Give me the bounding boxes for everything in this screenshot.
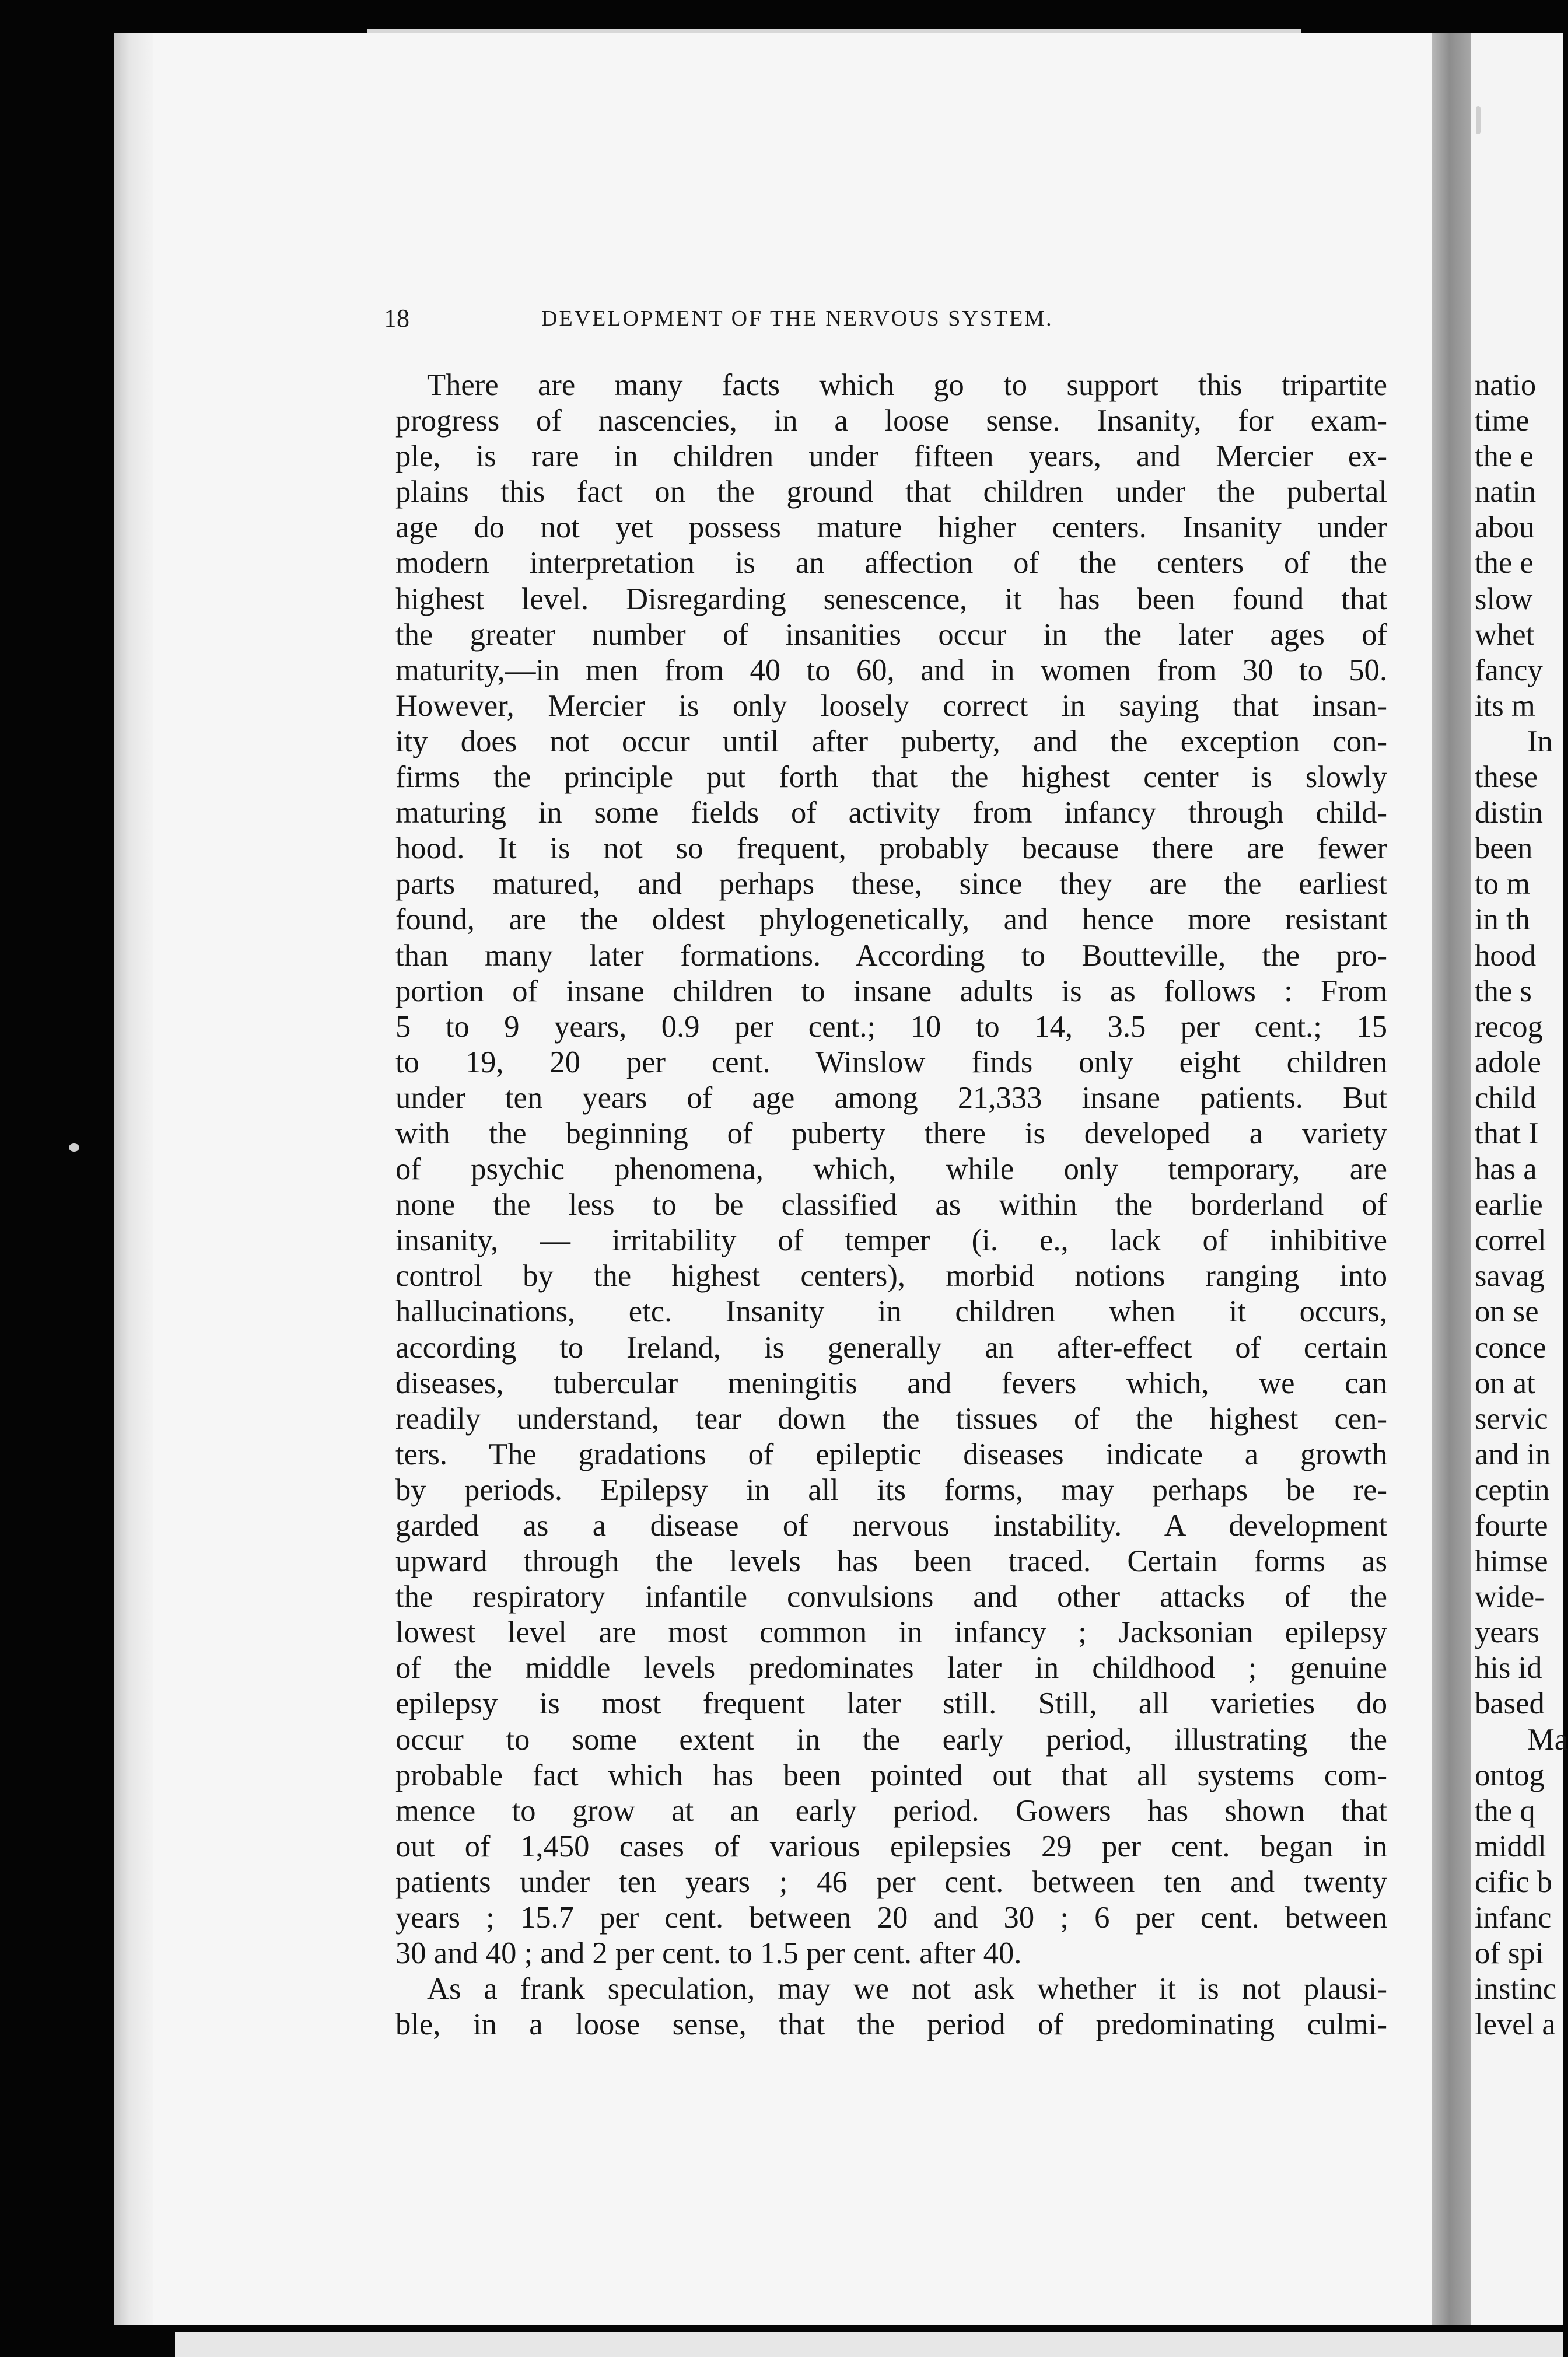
fragment-line: distin — [1475, 796, 1543, 830]
fragment-line: instinc — [1475, 1972, 1557, 2006]
text-line: with the beginning of puberty there is developed a variety — [396, 1116, 1387, 1150]
text-line: maturity,—in men from 40 to 60, and in women from 30 to 50. — [396, 653, 1387, 687]
paper-speck — [69, 1143, 79, 1152]
text-line: the respiratory infantile convulsions and other attacks of the — [396, 1580, 1387, 1614]
text-line: modern interpretation is an affection of the centers of the — [396, 546, 1387, 580]
fragment-line: earlie — [1475, 1188, 1543, 1222]
fragment-line: conce — [1475, 1330, 1546, 1365]
text-line: the greater number of insanities occur in the later ages of — [396, 617, 1387, 652]
fragment-line: whet — [1475, 617, 1535, 652]
text-line: out of 1,450 cases of various epilepsies 29 per cent. began in — [396, 1829, 1387, 1863]
text-line: upward through the levels has been traced. Certain forms as — [396, 1544, 1387, 1579]
text-line: highest level. Disregarding senescence, it has been found that — [396, 582, 1387, 616]
fragment-line: on at — [1475, 1366, 1535, 1400]
fragment-line: the s — [1475, 974, 1532, 1008]
fragment-line: level a — [1475, 2008, 1556, 2042]
text-line: of psychic phenomena, which, while only temporary, are — [396, 1152, 1387, 1187]
fragment-line: these — [1475, 760, 1538, 795]
fragment-line: the e — [1475, 546, 1534, 580]
fragment-line: servic — [1475, 1401, 1548, 1436]
fragment-line: time — [1475, 404, 1530, 438]
fragment-line: the e — [1475, 439, 1534, 474]
left-page-margin-shadow — [114, 33, 153, 2325]
text-line: ity does not occur until after puberty, and the exception con- — [396, 724, 1387, 758]
text-line: patients under ten years ; 46 per cent. between ten and twenty — [396, 1865, 1387, 1899]
fragment-line: on se — [1475, 1295, 1539, 1329]
text-line: lowest level are most common in infancy ; Jacksonian epilepsy — [396, 1615, 1387, 1650]
text-line: of the middle levels predominates later in childhood ; genuine — [396, 1651, 1387, 1685]
text-line: portion of insane children to insane adults is as follows : From — [396, 974, 1387, 1008]
fragment-line: has a — [1475, 1152, 1537, 1187]
fragment-line: to m — [1475, 867, 1530, 901]
fragment-line: his id — [1475, 1651, 1542, 1685]
fragment-line: himse — [1475, 1544, 1548, 1579]
fragment-line: savag — [1475, 1259, 1545, 1293]
fragment-line: natin — [1475, 475, 1536, 509]
text-line: mence to grow at an early period. Gowers has shown that — [396, 1793, 1387, 1828]
text-line: age do not yet possess mature higher centers. Insanity under — [396, 510, 1387, 545]
text-line: to 19, 20 per cent. Winslow finds only eight children — [396, 1045, 1387, 1079]
text-line: firms the principle put forth that the highest center is slowly — [396, 760, 1387, 795]
fragment-line: middl — [1475, 1829, 1546, 1863]
fragment-line: correl — [1475, 1223, 1546, 1258]
text-line: parts matured, and perhaps these, since they are the earliest — [396, 867, 1387, 901]
text-line: by periods. Epilepsy in all its forms, may perhaps be re- — [396, 1473, 1387, 1507]
text-line: insanity, — irritability of temper (i. e., lack of inhibitive — [396, 1223, 1387, 1258]
text-line: maturing in some fields of activity from infancy through child- — [396, 796, 1387, 830]
text-line: under ten years of age among 21,333 insane patients. But — [396, 1080, 1387, 1115]
text-line: garded as a disease of nervous instability. A development — [396, 1509, 1387, 1543]
fragment-line: fancy — [1475, 653, 1543, 687]
fragment-line: wide- — [1475, 1580, 1545, 1614]
fragment-line: been — [1475, 831, 1533, 866]
fragment-line: its m — [1475, 688, 1535, 723]
fragment-line: slow — [1475, 582, 1533, 616]
text-line: However, Mercier is only loosely correct in saying that insan- — [396, 688, 1387, 723]
fragment-line: based — [1475, 1687, 1545, 1721]
text-line: years ; 15.7 per cent. between 20 and 30 ; 6 per cent. between — [396, 1901, 1387, 1935]
text-line: occur to some extent in the early period, illustrating the — [396, 1722, 1387, 1757]
fragment-line: cific b — [1475, 1865, 1552, 1899]
fragment-line: abou — [1475, 510, 1535, 545]
text-line: none the less to be classified as within the borderland of — [396, 1188, 1387, 1222]
text-line: probable fact which has been pointed out that all systems com- — [396, 1758, 1387, 1792]
page-number: 18 — [384, 304, 410, 333]
right-page-text-fragment — [1475, 368, 1568, 2043]
text-line: 5 to 9 years, 0.9 per cent.; 10 to 14, 3.5 per cent.; 15 — [396, 1009, 1387, 1044]
paper-speck — [1476, 106, 1480, 134]
text-line: progress of nascencies, in a loose sense. Insanity, for exam- — [396, 404, 1387, 438]
fragment-line: and in — [1475, 1437, 1550, 1471]
text-line: There are many facts which go to support this tripartite — [427, 368, 1387, 402]
fragment-line: natio — [1475, 368, 1536, 402]
fragment-line: Ma — [1527, 1722, 1568, 1757]
text-line: found, are the oldest phylogenetically, and hence more resistant — [396, 903, 1387, 937]
text-line: ble, in a loose sense, that the period of predominating culmi- — [396, 2008, 1387, 2042]
fragment-line: child — [1475, 1080, 1536, 1115]
text-line: than many later formations. According to Boutteville, the pro- — [396, 938, 1387, 973]
text-line: epilepsy is most frequent later still. Still, all varieties do — [396, 1687, 1387, 1721]
text-line: As a frank speculation, may we not ask whether it is not plausi- — [427, 1972, 1387, 2006]
fragment-line: that I — [1475, 1116, 1539, 1150]
text-line: ters. The gradations of epileptic diseases indicate a growth — [396, 1437, 1387, 1471]
fragment-line: ontog — [1475, 1758, 1545, 1792]
text-line: ple, is rare in children under fifteen years, and Mercier ex- — [396, 439, 1387, 474]
fragment-line: recog — [1475, 1009, 1543, 1044]
running-head — [384, 303, 1387, 344]
bottom-page-edge — [175, 2332, 1563, 2357]
text-line: plains this fact on the ground that children under the pubertal — [396, 475, 1387, 509]
running-title: DEVELOPMENT OF THE NERVOUS SYSTEM. — [541, 306, 1054, 331]
fragment-line: In — [1527, 724, 1553, 758]
text-line: according to Ireland, is generally an after-effect of certain — [396, 1330, 1387, 1365]
fragment-line: of spi — [1475, 1936, 1544, 1971]
text-line: control by the highest centers), morbid notions ranging into — [396, 1259, 1387, 1293]
text-line: 30 and 40 ; and 2 per cent. to 1.5 per cent. after 40. — [396, 1936, 1022, 1971]
fragment-line: fourte — [1475, 1509, 1548, 1543]
fragment-line: infanc — [1475, 1901, 1552, 1935]
text-line: hallucinations, etc. Insanity in children when it occurs, — [396, 1295, 1387, 1329]
fragment-line: adole — [1475, 1045, 1541, 1079]
fragment-line: ceptin — [1475, 1473, 1550, 1507]
text-line: diseases, tubercular meningitis and fevers which, we can — [396, 1366, 1387, 1400]
fragment-line: years — [1475, 1615, 1539, 1650]
body-text — [396, 368, 1387, 2043]
text-line: hood. It is not so frequent, probably because there are fewer — [396, 831, 1387, 866]
text-line: readily understand, tear down the tissues of the highest cen- — [396, 1401, 1387, 1436]
fragment-line: hood — [1475, 938, 1536, 973]
fragment-line: in th — [1475, 903, 1530, 937]
fragment-line: the q — [1475, 1793, 1535, 1828]
book-gutter — [1432, 33, 1471, 2325]
